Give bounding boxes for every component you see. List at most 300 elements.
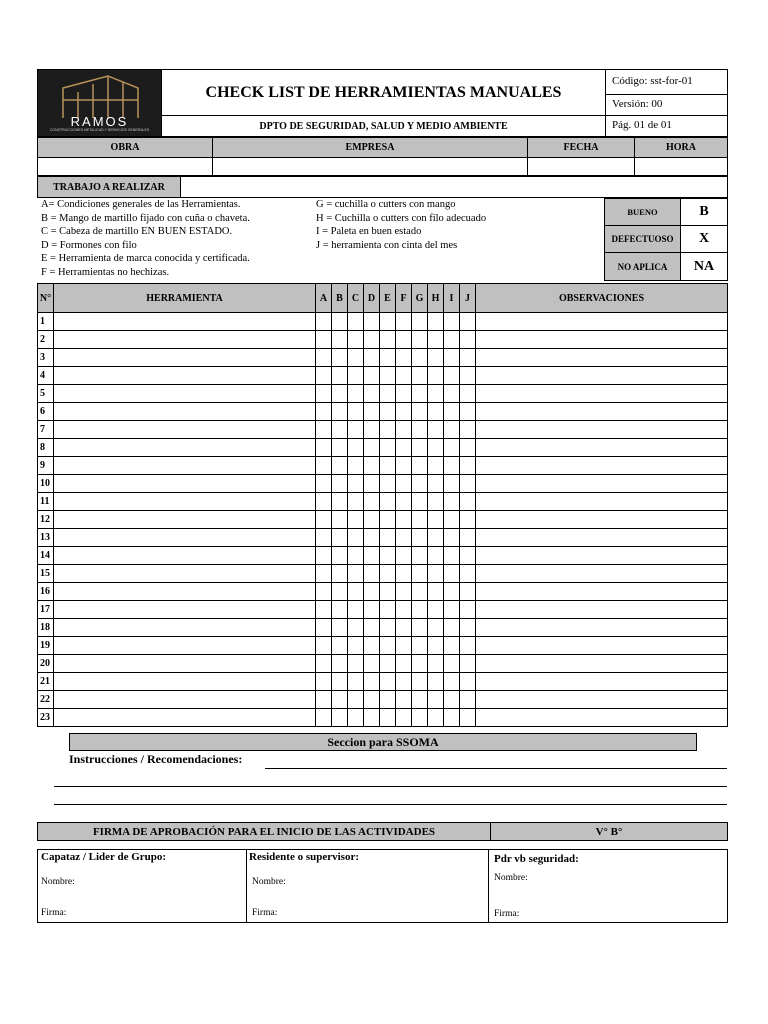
check-cell-c[interactable] [348,349,364,367]
check-cell-d[interactable] [364,385,380,403]
check-cell-e[interactable] [380,331,396,349]
check-cell-i[interactable] [444,673,460,691]
check-cell-e[interactable] [380,601,396,619]
check-cell-f[interactable] [396,457,412,475]
check-cell-f[interactable] [396,367,412,385]
check-cell-i[interactable] [444,691,460,709]
check-cell-h[interactable] [428,493,444,511]
check-cell-i[interactable] [444,439,460,457]
check-cell-h[interactable] [428,457,444,475]
doc-version: Versión: 00 [605,94,728,116]
check-cell-g[interactable] [412,565,428,583]
check-cell-i[interactable] [444,421,460,439]
check-cell-h[interactable] [428,385,444,403]
check-cell-f[interactable] [396,313,412,331]
check-cell-a[interactable] [316,367,332,385]
tool-cell[interactable] [54,691,316,709]
check-cell-j[interactable] [460,367,476,385]
check-cell-d[interactable] [364,655,380,673]
tool-cell[interactable] [54,709,316,727]
observation-cell[interactable] [476,511,728,529]
check-cell-i[interactable] [444,529,460,547]
check-cell-d[interactable] [364,331,380,349]
check-cell-i[interactable] [444,403,460,421]
check-cell-j[interactable] [460,439,476,457]
check-cell-f[interactable] [396,385,412,403]
observation-cell[interactable] [476,493,728,511]
table-row [38,493,728,511]
check-cell-b[interactable] [332,547,348,565]
check-cell-d[interactable] [364,403,380,421]
check-cell-f[interactable] [396,421,412,439]
check-cell-d[interactable] [364,313,380,331]
check-cell-a[interactable] [316,313,332,331]
check-cell-a[interactable] [316,547,332,565]
check-cell-c[interactable] [348,403,364,421]
check-cell-a[interactable] [316,691,332,709]
observation-cell[interactable] [476,655,728,673]
check-cell-a[interactable] [316,475,332,493]
observation-cell[interactable] [476,331,728,349]
check-cell-c[interactable] [348,331,364,349]
check-cell-i[interactable] [444,511,460,529]
check-cell-j[interactable] [460,691,476,709]
tool-cell[interactable] [54,547,316,565]
check-cell-g[interactable] [412,439,428,457]
observation-cell[interactable] [476,601,728,619]
check-cell-i[interactable] [444,493,460,511]
check-cell-e[interactable] [380,421,396,439]
tool-cell[interactable] [54,529,316,547]
observation-cell[interactable] [476,529,728,547]
check-cell-g[interactable] [412,385,428,403]
criteria-j: J = herramienta con cinta del mes [316,239,458,251]
check-cell-h[interactable] [428,367,444,385]
check-cell-g[interactable] [412,349,428,367]
check-cell-g[interactable] [412,511,428,529]
check-cell-b[interactable] [332,601,348,619]
check-cell-g[interactable] [412,493,428,511]
check-cell-g[interactable] [412,403,428,421]
row-number: 2 [38,331,54,349]
check-cell-b[interactable] [332,493,348,511]
check-cell-d[interactable] [364,457,380,475]
check-cell-b[interactable] [332,691,348,709]
observation-cell[interactable] [476,619,728,637]
check-cell-h[interactable] [428,709,444,727]
check-cell-b[interactable] [332,565,348,583]
tool-cell[interactable] [54,313,316,331]
instructions-line-1[interactable] [265,768,727,769]
check-cell-e[interactable] [380,385,396,403]
approval-title: FIRMA DE APROBACIÓN PARA EL INICIO DE LAS ACTIVIDADES [37,822,491,841]
tool-cell[interactable] [54,349,316,367]
check-cell-i[interactable] [444,709,460,727]
check-cell-j[interactable] [460,457,476,475]
check-cell-h[interactable] [428,403,444,421]
check-cell-e[interactable] [380,313,396,331]
check-cell-e[interactable] [380,655,396,673]
check-cell-a[interactable] [316,403,332,421]
check-cell-b[interactable] [332,673,348,691]
observation-cell[interactable] [476,403,728,421]
tool-cell[interactable] [54,385,316,403]
check-cell-h[interactable] [428,655,444,673]
check-cell-d[interactable] [364,673,380,691]
instructions-line-3[interactable] [54,804,727,805]
check-cell-e[interactable] [380,583,396,601]
tool-cell[interactable] [54,565,316,583]
tool-cell[interactable] [54,331,316,349]
check-cell-d[interactable] [364,475,380,493]
check-cell-d[interactable] [364,493,380,511]
check-cell-c[interactable] [348,511,364,529]
check-cell-h[interactable] [428,313,444,331]
check-cell-d[interactable] [364,583,380,601]
observation-cell[interactable] [476,349,728,367]
check-cell-c[interactable] [348,313,364,331]
check-cell-f[interactable] [396,565,412,583]
check-cell-j[interactable] [460,601,476,619]
tool-cell[interactable] [54,673,316,691]
check-cell-d[interactable] [364,511,380,529]
check-cell-g[interactable] [412,421,428,439]
check-cell-a[interactable] [316,457,332,475]
tool-cell[interactable] [54,403,316,421]
check-cell-e[interactable] [380,619,396,637]
check-cell-i[interactable] [444,331,460,349]
observation-cell[interactable] [476,691,728,709]
check-cell-b[interactable] [332,385,348,403]
checklist-table [37,283,728,727]
check-cell-i[interactable] [444,457,460,475]
check-cell-b[interactable] [332,349,348,367]
check-cell-f[interactable] [396,637,412,655]
check-cell-d[interactable] [364,529,380,547]
check-cell-g[interactable] [412,601,428,619]
check-cell-j[interactable] [460,313,476,331]
observation-cell[interactable] [476,547,728,565]
check-cell-j[interactable] [460,673,476,691]
check-cell-j[interactable] [460,475,476,493]
check-cell-i[interactable] [444,655,460,673]
tool-cell[interactable] [54,511,316,529]
check-cell-a[interactable] [316,673,332,691]
check-cell-d[interactable] [364,691,380,709]
col-j-header: J [460,284,476,313]
check-cell-g[interactable] [412,457,428,475]
check-cell-a[interactable] [316,349,332,367]
check-cell-i[interactable] [444,619,460,637]
check-cell-h[interactable] [428,637,444,655]
check-cell-d[interactable] [364,565,380,583]
check-cell-a[interactable] [316,385,332,403]
check-cell-e[interactable] [380,637,396,655]
tool-cell[interactable] [54,475,316,493]
check-cell-d[interactable] [364,421,380,439]
check-cell-c[interactable] [348,565,364,583]
check-cell-j[interactable] [460,709,476,727]
check-cell-d[interactable] [364,619,380,637]
check-cell-f[interactable] [396,691,412,709]
check-cell-g[interactable] [412,583,428,601]
check-cell-d[interactable] [364,367,380,385]
observation-cell[interactable] [476,475,728,493]
check-cell-e[interactable] [380,709,396,727]
check-cell-c[interactable] [348,475,364,493]
check-cell-c[interactable] [348,367,364,385]
check-cell-d[interactable] [364,439,380,457]
check-cell-c[interactable] [348,439,364,457]
check-cell-e[interactable] [380,439,396,457]
check-cell-f[interactable] [396,439,412,457]
check-cell-f[interactable] [396,673,412,691]
check-cell-g[interactable] [412,475,428,493]
check-cell-a[interactable] [316,583,332,601]
tool-cell[interactable] [54,367,316,385]
check-cell-h[interactable] [428,691,444,709]
check-cell-c[interactable] [348,673,364,691]
check-cell-c[interactable] [348,457,364,475]
check-cell-b[interactable] [332,439,348,457]
check-cell-h[interactable] [428,547,444,565]
check-cell-a[interactable] [316,619,332,637]
check-cell-c[interactable] [348,529,364,547]
check-cell-j[interactable] [460,493,476,511]
check-cell-a[interactable] [316,565,332,583]
check-cell-j[interactable] [460,547,476,565]
instructions-line-2[interactable] [54,786,727,787]
hora-field[interactable] [634,157,728,176]
table-row [38,331,728,349]
check-cell-e[interactable] [380,673,396,691]
check-cell-b[interactable] [332,655,348,673]
check-cell-f[interactable] [396,583,412,601]
check-cell-g[interactable] [412,367,428,385]
check-cell-e[interactable] [380,475,396,493]
check-cell-i[interactable] [444,313,460,331]
check-cell-j[interactable] [460,349,476,367]
check-cell-e[interactable] [380,691,396,709]
check-cell-h[interactable] [428,421,444,439]
observation-cell[interactable] [476,565,728,583]
fecha-field[interactable] [527,157,635,176]
check-cell-i[interactable] [444,547,460,565]
check-cell-b[interactable] [332,367,348,385]
tool-cell[interactable] [54,493,316,511]
check-cell-a[interactable] [316,439,332,457]
tool-cell[interactable] [54,421,316,439]
tool-cell[interactable] [54,655,316,673]
tool-cell[interactable] [54,439,316,457]
check-cell-c[interactable] [348,691,364,709]
check-cell-d[interactable] [364,601,380,619]
check-cell-b[interactable] [332,583,348,601]
check-cell-g[interactable] [412,529,428,547]
empresa-field[interactable] [212,157,528,176]
check-cell-g[interactable] [412,673,428,691]
check-cell-f[interactable] [396,601,412,619]
check-cell-b[interactable] [332,511,348,529]
check-cell-e[interactable] [380,511,396,529]
check-cell-i[interactable] [444,367,460,385]
check-cell-h[interactable] [428,673,444,691]
check-cell-g[interactable] [412,655,428,673]
check-cell-i[interactable] [444,475,460,493]
check-cell-e[interactable] [380,349,396,367]
check-cell-b[interactable] [332,529,348,547]
observation-cell[interactable] [476,457,728,475]
check-cell-a[interactable] [316,331,332,349]
check-cell-c[interactable] [348,421,364,439]
check-cell-e[interactable] [380,547,396,565]
criteria-h: H = Cuchilla o cutters con filo adecuado [316,212,487,224]
check-cell-d[interactable] [364,709,380,727]
observation-cell[interactable] [476,637,728,655]
check-cell-h[interactable] [428,439,444,457]
check-cell-d[interactable] [364,637,380,655]
check-cell-b[interactable] [332,403,348,421]
check-cell-b[interactable] [332,331,348,349]
check-cell-d[interactable] [364,547,380,565]
check-cell-i[interactable] [444,583,460,601]
check-cell-g[interactable] [412,619,428,637]
table-row [38,439,728,457]
check-cell-f[interactable] [396,511,412,529]
check-cell-f[interactable] [396,529,412,547]
check-cell-c[interactable] [348,385,364,403]
row-number: 10 [38,475,54,493]
check-cell-f[interactable] [396,655,412,673]
check-cell-f[interactable] [396,403,412,421]
check-cell-c[interactable] [348,619,364,637]
col-i-header: I [444,284,460,313]
check-cell-f[interactable] [396,475,412,493]
check-cell-g[interactable] [412,313,428,331]
check-cell-c[interactable] [348,601,364,619]
observation-cell[interactable] [476,313,728,331]
check-cell-h[interactable] [428,601,444,619]
check-cell-c[interactable] [348,655,364,673]
check-cell-b[interactable] [332,637,348,655]
check-cell-i[interactable] [444,565,460,583]
check-cell-j[interactable] [460,529,476,547]
check-cell-b[interactable] [332,421,348,439]
check-cell-h[interactable] [428,511,444,529]
check-cell-a[interactable] [316,601,332,619]
check-cell-c[interactable] [348,709,364,727]
check-cell-i[interactable] [444,601,460,619]
check-cell-d[interactable] [364,349,380,367]
check-cell-h[interactable] [428,349,444,367]
check-cell-j[interactable] [460,511,476,529]
observation-cell[interactable] [476,421,728,439]
check-cell-b[interactable] [332,313,348,331]
check-cell-h[interactable] [428,583,444,601]
check-cell-b[interactable] [332,619,348,637]
check-cell-b[interactable] [332,457,348,475]
tool-cell[interactable] [54,637,316,655]
observation-cell[interactable] [476,439,728,457]
check-cell-i[interactable] [444,637,460,655]
check-cell-c[interactable] [348,547,364,565]
check-cell-h[interactable] [428,565,444,583]
check-cell-i[interactable] [444,349,460,367]
check-cell-a[interactable] [316,637,332,655]
check-cell-j[interactable] [460,403,476,421]
tool-cell[interactable] [54,619,316,637]
row-number: 9 [38,457,54,475]
check-cell-b[interactable] [332,475,348,493]
check-cell-j[interactable] [460,331,476,349]
check-cell-j[interactable] [460,385,476,403]
check-cell-g[interactable] [412,637,428,655]
row-number: 20 [38,655,54,673]
check-cell-a[interactable] [316,655,332,673]
check-cell-c[interactable] [348,493,364,511]
tool-cell[interactable] [54,601,316,619]
observation-cell[interactable] [476,385,728,403]
check-cell-f[interactable] [396,331,412,349]
check-cell-g[interactable] [412,691,428,709]
vb-label: V° B° [490,822,728,841]
check-cell-b[interactable] [332,709,348,727]
check-cell-g[interactable] [412,547,428,565]
check-cell-f[interactable] [396,709,412,727]
tool-cell[interactable] [54,583,316,601]
check-cell-e[interactable] [380,565,396,583]
observation-cell[interactable] [476,583,728,601]
check-cell-c[interactable] [348,637,364,655]
check-cell-g[interactable] [412,331,428,349]
observation-cell[interactable] [476,367,728,385]
check-cell-j[interactable] [460,655,476,673]
check-cell-j[interactable] [460,583,476,601]
observation-cell[interactable] [476,673,728,691]
check-cell-f[interactable] [396,547,412,565]
observation-cell[interactable] [476,709,728,727]
check-cell-h[interactable] [428,529,444,547]
check-cell-h[interactable] [428,475,444,493]
check-cell-g[interactable] [412,709,428,727]
check-cell-a[interactable] [316,529,332,547]
check-cell-f[interactable] [396,493,412,511]
check-cell-j[interactable] [460,619,476,637]
check-cell-e[interactable] [380,493,396,511]
check-cell-h[interactable] [428,331,444,349]
status-noaplica-label: NO APLICA [604,252,681,281]
check-cell-a[interactable] [316,511,332,529]
check-cell-f[interactable] [396,349,412,367]
check-cell-e[interactable] [380,529,396,547]
check-cell-a[interactable] [316,493,332,511]
check-cell-j[interactable] [460,637,476,655]
check-cell-i[interactable] [444,385,460,403]
check-cell-a[interactable] [316,709,332,727]
check-cell-e[interactable] [380,367,396,385]
trabajo-field[interactable] [180,176,728,198]
check-cell-a[interactable] [316,421,332,439]
tool-cell[interactable] [54,457,316,475]
check-cell-j[interactable] [460,421,476,439]
obra-field[interactable] [37,157,213,176]
check-cell-e[interactable] [380,457,396,475]
check-cell-e[interactable] [380,403,396,421]
check-cell-f[interactable] [396,619,412,637]
check-cell-c[interactable] [348,583,364,601]
check-cell-h[interactable] [428,619,444,637]
check-cell-j[interactable] [460,565,476,583]
